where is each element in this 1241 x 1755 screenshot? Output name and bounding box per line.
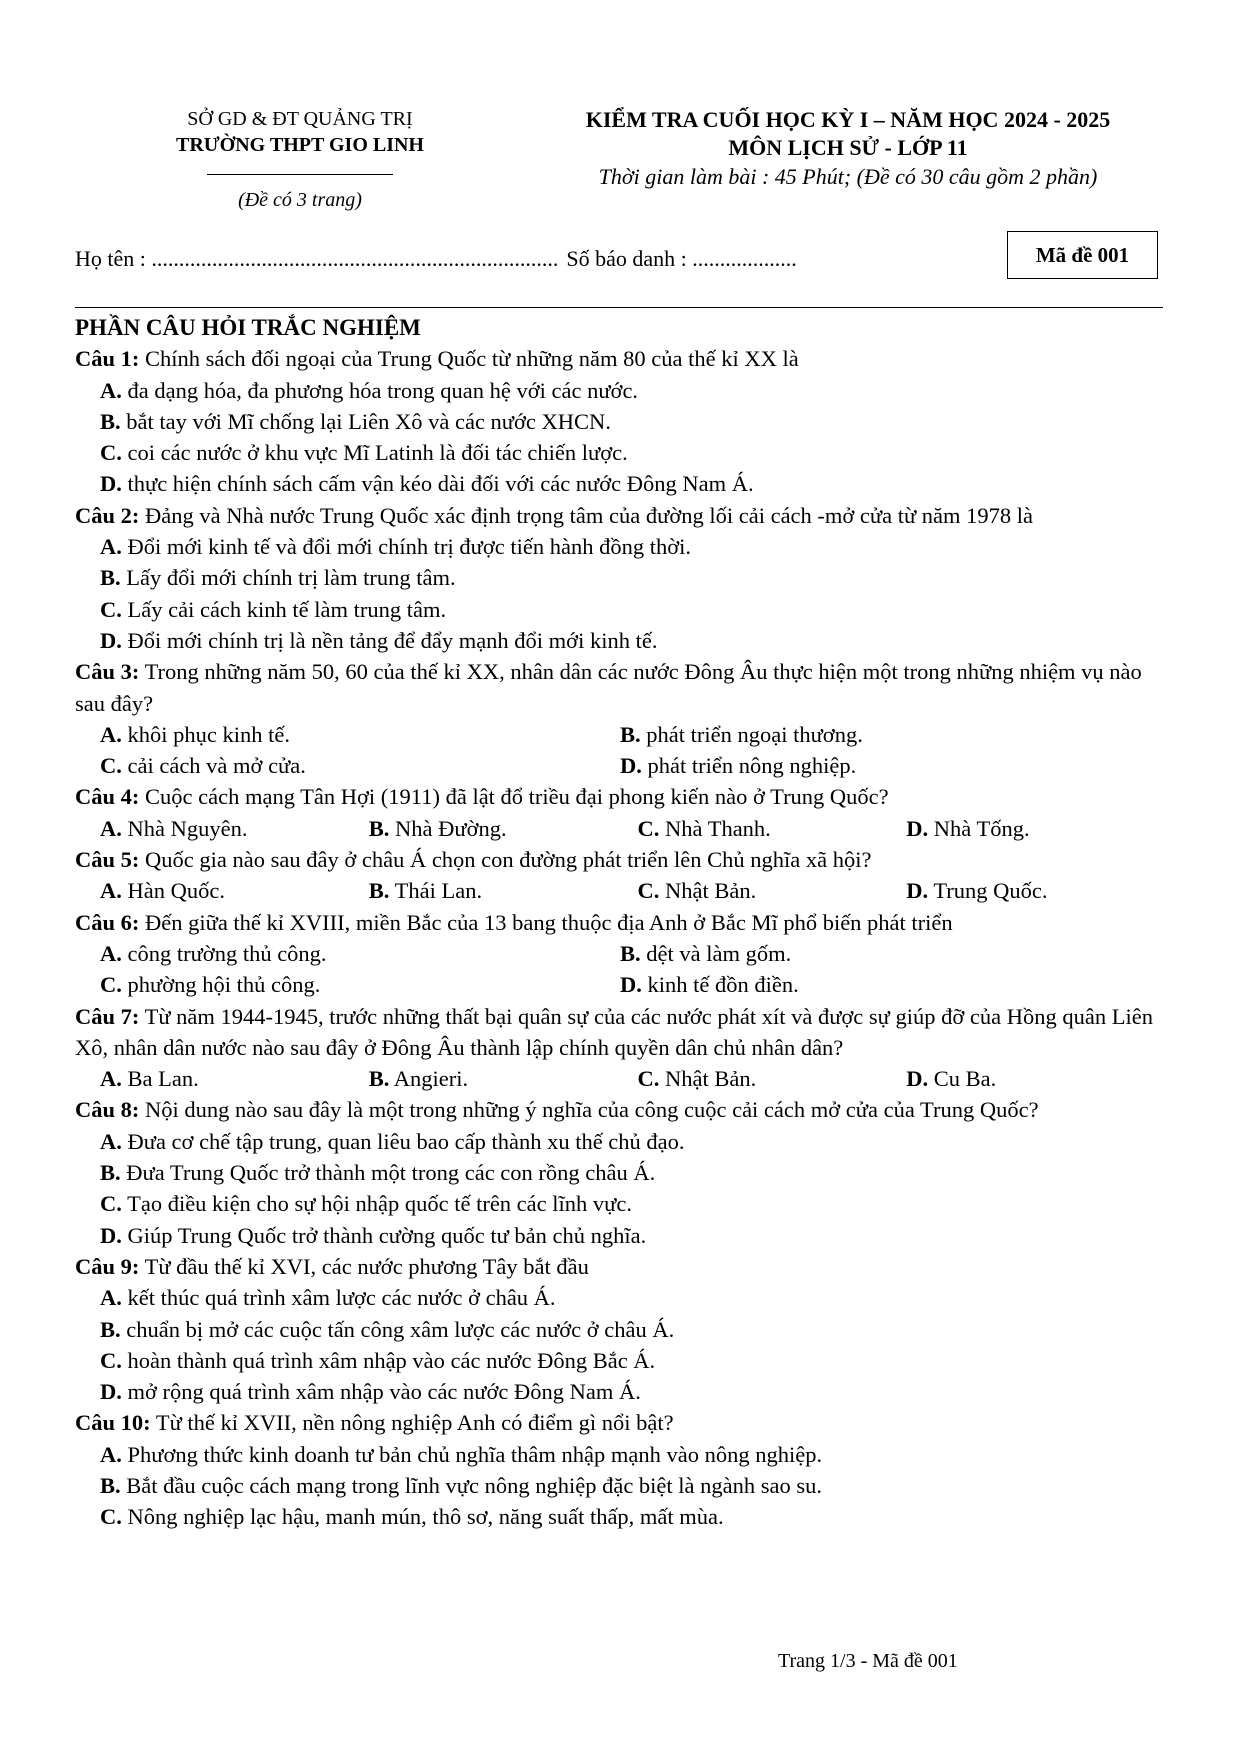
option-text: thực hiện chính sách cấm vận kéo dài đối với các nước Đông Nam Á. <box>121 471 754 497</box>
question-number: Câu 4: <box>75 784 140 810</box>
question-number: Câu 10: <box>75 1410 151 1436</box>
question-text: Quốc gia nào sau đây ở châu Á chọn con đường phát triển lên Chủ nghĩa xã hội? <box>139 847 872 873</box>
exam-title: KIỂM TRA CUỐI HỌC KỲ I – NĂM HỌC 2024 - 2025 <box>585 107 1111 132</box>
option-text: kết thúc quá trình xâm lược các nước ở châu Á. <box>121 1285 556 1311</box>
question-stem <box>75 1094 1175 1125</box>
option-text: chuẩn bị mở các cuộc tấn công xâm lược các nước ở châu Á. <box>120 1316 675 1342</box>
question-text: Đến giữa thế kỉ XVIII, miền Bắc của 13 bang thuộc địa Anh ở Bắc Mĩ phổ biến phát triển <box>139 909 953 935</box>
id-field: Số báo danh : ................... <box>566 246 797 271</box>
question-number: Câu 1: <box>75 346 140 372</box>
header-divider <box>207 174 393 175</box>
answer-option <box>75 531 1175 562</box>
subject-title: MÔN LỊCH SỬ - LỚP 11 <box>728 135 968 160</box>
exam-code-box <box>1007 231 1158 279</box>
option-letter: D. <box>620 753 642 779</box>
option-row <box>75 969 1175 1000</box>
answer-option <box>620 938 1140 969</box>
option-text: Nhà Thanh. <box>659 815 771 841</box>
name-field: Họ tên : .......................................................................... <box>75 246 559 271</box>
option-text: phường hội thủ công. <box>121 972 321 998</box>
option-letter: C. <box>100 753 122 779</box>
question-stem <box>75 844 1175 875</box>
answer-option <box>369 1063 638 1094</box>
answer-option <box>75 1220 1175 1251</box>
question-text: Nội dung nào sau đây là một trong những ý nghĩa của công cuộc cải cách mở cửa của Trung Quốc? <box>139 1097 1039 1123</box>
option-text: Đưa Trung Quốc trở thành một trong các con rồng châu Á. <box>120 1160 656 1186</box>
option-text: bắt tay với Mĩ chống lại Liên Xô và các nước XHCN. <box>120 408 611 434</box>
option-text: Nhật Bản. <box>659 1066 757 1092</box>
answer-option <box>638 875 907 906</box>
answer-option <box>620 969 1140 1000</box>
answer-option <box>100 875 369 906</box>
option-row <box>75 750 1175 781</box>
question-number: Câu 6: <box>75 909 140 935</box>
option-row <box>75 875 1175 906</box>
answer-option <box>75 1188 1175 1219</box>
answer-option <box>620 719 1140 750</box>
question-stem <box>75 343 1175 374</box>
question-stem <box>75 1407 1175 1438</box>
option-text: Giúp Trung Quốc trở thành cường quốc tư bản chủ nghĩa. <box>121 1222 647 1248</box>
option-letter: A. <box>100 815 122 841</box>
option-text: Đổi mới kinh tế và đổi mới chính trị được tiến hành đồng thời. <box>121 534 691 560</box>
option-text: hoàn thành quá trình xâm nhập vào các nước Đông Bắc Á. <box>121 1347 656 1373</box>
option-letter: A. <box>100 940 122 966</box>
option-letter: B. <box>620 940 641 966</box>
option-letter: B. <box>368 1066 390 1092</box>
option-text: Nhà Nguyên. <box>121 815 248 841</box>
option-letter: A. <box>100 1441 122 1467</box>
question-text: Cuộc cách mạng Tân Hợi (1911) đã lật đổ triều đại phong kiến nào ở Trung Quốc? <box>139 784 889 810</box>
question-stem <box>75 1251 1175 1282</box>
option-text: Nhà Đường. <box>389 815 507 841</box>
option-letter: D. <box>100 471 122 497</box>
option-letter: B. <box>100 1160 121 1186</box>
option-letter: D. <box>100 627 122 653</box>
answer-option <box>906 813 1175 844</box>
option-row <box>75 813 1175 844</box>
exam-code: Mã đề 001 <box>1035 242 1130 267</box>
question-text: Trong những năm 50, 60 của thế kỉ XX, nhân dân các nước Đông Âu thực hiện một trong những nhiệm vụ nào sau đây? <box>75 659 1142 716</box>
time-note: Thời gian làm bài : 45 Phút; (Đề có 30 câu gồm 2 phần) <box>598 164 1098 189</box>
option-letter: B. <box>100 408 121 434</box>
option-text: phát triển nông nghiệp. <box>641 753 857 779</box>
option-text: khôi phục kinh tế. <box>121 721 290 747</box>
option-text: Đổi mới chính trị là nền tảng để đẩy mạnh đổi mới kinh tế. <box>121 627 658 653</box>
option-text: coi các nước ở khu vực Mĩ Latinh là đối tác chiến lược. <box>121 440 628 466</box>
question-stem <box>75 781 1175 812</box>
answer-option <box>638 1063 907 1094</box>
answer-option <box>100 1063 369 1094</box>
option-letter: C. <box>100 972 122 998</box>
option-text: cải cách và mở cửa. <box>121 753 306 779</box>
option-text: Nông nghiệp lạc hậu, manh mún, thô sơ, năng suất thấp, mất mùa. <box>121 1504 724 1530</box>
answer-option <box>75 1126 1175 1157</box>
option-letter: C. <box>100 1347 122 1373</box>
question-4 <box>75 781 1175 844</box>
question-text: Từ thế kỉ XVII, nền nông nghiệp Anh có điểm gì nổi bật? <box>150 1410 674 1436</box>
option-letter: A. <box>100 1285 122 1311</box>
option-letter: A. <box>100 1066 122 1092</box>
header-left <box>150 106 450 213</box>
option-letter: B. <box>100 1472 121 1498</box>
answer-option <box>100 938 620 969</box>
answer-option <box>100 719 620 750</box>
answer-option <box>75 562 1175 593</box>
question-stem <box>75 907 1175 938</box>
answer-option <box>75 1501 1175 1532</box>
option-text: Tạo điều kiện cho sự hội nhập quốc tế trên các lĩnh vực. <box>121 1191 632 1217</box>
option-text: công trường thủ công. <box>121 940 327 966</box>
section-title: PHẦN CÂU HỎI TRẮC NGHIỆM <box>75 315 421 340</box>
option-letter: B. <box>620 721 641 747</box>
question-text: Đảng và Nhà nước Trung Quốc xác định trọng tâm của đường lối cải cách -mở cửa từ năm 1978 là <box>139 502 1034 528</box>
answer-option <box>100 750 620 781</box>
question-number: Câu 3: <box>75 659 140 685</box>
option-letter: B. <box>368 878 390 904</box>
option-letter: D. <box>906 1066 929 1092</box>
question-2 <box>75 500 1175 656</box>
option-letter: A. <box>100 721 122 747</box>
option-letter: A. <box>100 878 122 904</box>
question-number: Câu 8: <box>75 1097 140 1123</box>
option-text: Angieri. <box>389 1066 469 1092</box>
option-letter: D. <box>906 815 929 841</box>
question-1 <box>75 343 1175 499</box>
answer-option <box>906 875 1175 906</box>
question-7 <box>75 1001 1175 1095</box>
pages-note: (Đề có 3 trang) <box>238 189 362 211</box>
option-row <box>75 719 1175 750</box>
answer-option <box>75 1470 1175 1501</box>
question-8 <box>75 1094 1175 1250</box>
question-number: Câu 2: <box>75 502 140 528</box>
option-letter: C. <box>100 596 122 622</box>
question-text: Từ đầu thế kỉ XVI, các nước phương Tây bắt đầu <box>139 1253 589 1279</box>
option-letter: C. <box>100 1191 122 1217</box>
option-letter: A. <box>100 534 122 560</box>
option-letter: D. <box>100 1222 122 1248</box>
question-list <box>75 312 1175 1533</box>
option-text: Phương thức kinh doanh tư bản chủ nghĩa thâm nhập mạnh vào nông nghiệp. <box>121 1441 823 1467</box>
school-name: TRƯỜNG THPT GIO LINH <box>175 134 424 156</box>
option-text: Cu Ba. <box>928 1066 997 1092</box>
option-text: Bắt đầu cuộc cách mạng trong lĩnh vực nông nghiệp đặc biệt là ngành sao su. <box>120 1472 823 1498</box>
option-letter: C. <box>637 815 660 841</box>
option-text: Lấy đổi mới chính trị làm trung tâm. <box>120 565 456 591</box>
answer-option <box>75 406 1175 437</box>
option-letter: D. <box>906 878 929 904</box>
question-5 <box>75 844 1175 907</box>
option-letter: C. <box>637 1066 660 1092</box>
answer-option <box>75 625 1175 656</box>
option-letter: D. <box>620 972 642 998</box>
option-text: Lấy cải cách kinh tế làm trung tâm. <box>121 596 447 622</box>
option-text: dệt và làm gốm. <box>640 940 792 966</box>
option-letter: C. <box>100 440 122 466</box>
answer-option <box>369 813 638 844</box>
option-letter: A. <box>100 377 122 403</box>
question-number: Câu 9: <box>75 1253 140 1279</box>
header-rule <box>75 307 1163 308</box>
question-number: Câu 5: <box>75 847 140 873</box>
answer-option <box>75 437 1175 468</box>
answer-option <box>75 1157 1175 1188</box>
question-6 <box>75 907 1175 1001</box>
question-text: Từ năm 1944-1945, trước những thất bại quân sự của các nước phát xít và được sự giúp đỡ của Hồng quân Liên Xô, nhân dân nước nào sau đây ở Đông Âu thành lập chính quyền dân chủ nhân dân? <box>75 1003 1153 1060</box>
option-letter: C. <box>637 878 660 904</box>
question-10 <box>75 1407 1175 1532</box>
option-text: mở rộng quá trình xâm nhập vào các nước Đông Nam Á. <box>121 1379 641 1405</box>
department-name: SỞ GD & ĐT QUẢNG TRỊ <box>187 108 413 130</box>
question-text: Chính sách đối ngoại của Trung Quốc từ những năm 80 của thế kỉ XX là <box>139 346 799 372</box>
answer-option <box>75 468 1175 499</box>
option-text: Thái Lan. <box>389 878 483 904</box>
option-text: Hàn Quốc. <box>121 878 225 904</box>
answer-option <box>75 594 1175 625</box>
header-right <box>528 106 1168 192</box>
option-text: Ba Lan. <box>121 1066 199 1092</box>
answer-option <box>620 750 1140 781</box>
answer-option <box>100 969 620 1000</box>
question-stem <box>75 1001 1175 1064</box>
option-letter: B. <box>100 565 121 591</box>
answer-option <box>75 375 1175 406</box>
answer-option <box>75 1345 1175 1376</box>
page-footer: Trang 1/3 - Mã đề 001 <box>778 1650 958 1672</box>
option-text: Trung Quốc. <box>928 878 1048 904</box>
question-stem <box>75 500 1175 531</box>
question-9 <box>75 1251 1175 1407</box>
answer-option <box>75 1439 1175 1470</box>
option-letter: B. <box>368 815 390 841</box>
option-text: Nhà Tống. <box>928 815 1030 841</box>
answer-option <box>638 813 907 844</box>
answer-option <box>906 1063 1175 1094</box>
answer-option <box>75 1314 1175 1345</box>
option-letter: B. <box>100 1316 121 1342</box>
option-row <box>75 938 1175 969</box>
option-letter: A. <box>100 1128 122 1154</box>
option-letter: C. <box>100 1504 122 1530</box>
option-letter: D. <box>100 1379 122 1405</box>
question-stem <box>75 656 1175 719</box>
answer-option <box>369 875 638 906</box>
answer-option <box>75 1376 1175 1407</box>
option-text: đa dạng hóa, đa phương hóa trong quan hệ với các nước. <box>121 377 639 403</box>
option-text: Đưa cơ chế tập trung, quan liêu bao cấp thành xu thế chủ đạo. <box>121 1128 685 1154</box>
option-text: phát triển ngoại thương. <box>640 721 863 747</box>
question-3 <box>75 656 1175 781</box>
option-text: kinh tế đồn điền. <box>641 972 799 998</box>
option-text: Nhật Bản. <box>659 878 757 904</box>
answer-option <box>100 813 369 844</box>
answer-option <box>75 1282 1175 1313</box>
question-number: Câu 7: <box>75 1003 140 1029</box>
option-row <box>75 1063 1175 1094</box>
student-info-line <box>75 245 797 273</box>
